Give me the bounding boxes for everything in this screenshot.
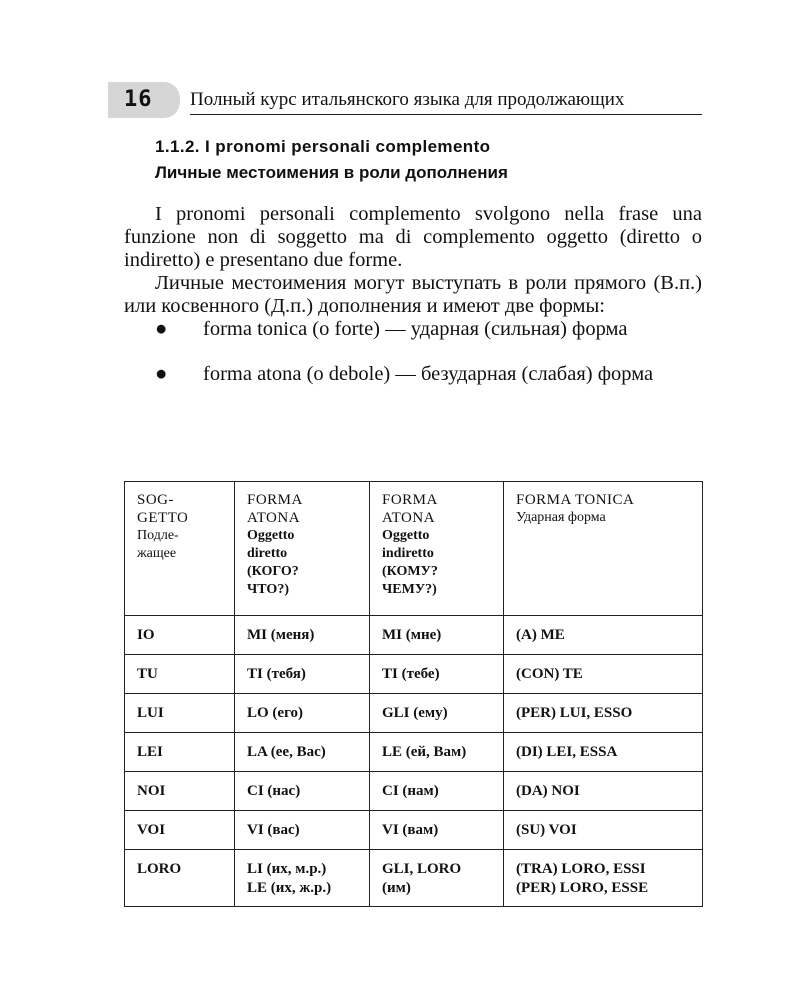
header-text: Oggetto	[382, 528, 430, 543]
table-row	[125, 616, 703, 655]
header-subject	[125, 482, 235, 616]
header-text: Ударная форма	[516, 510, 606, 525]
page-number: 16	[108, 82, 180, 118]
section-title-italian: 1.1.2. I pronomi personali complemento	[155, 137, 491, 156]
header-text: жащее	[137, 546, 177, 561]
bullet-text: forma tonica (o forte) — ударная (сильная) форма	[203, 318, 628, 340]
header-text: ATONA	[382, 510, 436, 526]
table-cell: VOI	[125, 811, 235, 850]
table-cell: LORO	[125, 850, 235, 907]
table-row	[125, 772, 703, 811]
table-cell: VI (вам)	[370, 811, 504, 850]
table-cell: CI (нас)	[235, 772, 370, 811]
table-cell: (PER) LUI, ESSO	[504, 694, 703, 733]
header-direct-object	[235, 482, 370, 616]
table-cell: CI (нам)	[370, 772, 504, 811]
header-text: (КОМУ?	[382, 564, 438, 579]
header-text: Подле-	[137, 528, 179, 543]
table-cell: TU	[125, 655, 235, 694]
body-text	[124, 203, 702, 386]
table-cell: (CON) TE	[504, 655, 703, 694]
bullet-icon: ●	[155, 363, 168, 385]
header-indirect-object	[370, 482, 504, 616]
cell-line: (TRA) LORO, ESSI	[516, 861, 646, 877]
table-cell: LA (ее, Вас)	[235, 733, 370, 772]
table-cell: NOI	[125, 772, 235, 811]
header-text: FORMA TONICA	[516, 492, 635, 508]
paragraph-italian: I pronomi personali complemento svolgono nella frase una funzione non di soggetto ma di complemento oggetto (diretto o indiretto) e presentano due forme.	[124, 203, 702, 271]
table-row	[125, 811, 703, 850]
section-title-russian: Личные местоимения в роли дополнения	[155, 163, 508, 182]
pronoun-table	[124, 481, 703, 907]
table-cell: (A) ME	[504, 616, 703, 655]
section-heading	[155, 134, 508, 186]
header-text: ATONA	[247, 510, 301, 526]
header-tonic-form	[504, 482, 703, 616]
cell-line: (им)	[382, 880, 411, 896]
header-text: GETTO	[137, 510, 189, 526]
table-row	[125, 850, 703, 907]
cell-line: LI (их, м.р.)	[247, 861, 327, 877]
table-cell	[370, 850, 504, 907]
table-cell: LUI	[125, 694, 235, 733]
table-cell: TI (тебя)	[235, 655, 370, 694]
table-cell: LE (ей, Вам)	[370, 733, 504, 772]
header-text: FORMA	[247, 492, 303, 508]
table-cell: LEI	[125, 733, 235, 772]
table-cell: (DI) LEI, ESSA	[504, 733, 703, 772]
header-text: FORMA	[382, 492, 438, 508]
header-text: ЧЕМУ?)	[382, 582, 437, 597]
table-cell	[235, 850, 370, 907]
bullet-item	[124, 363, 702, 386]
paragraph-russian: Личные местоимения могут выступать в роли прямого (В.п.) или косвенного (Д.п.) дополнения и имеют две формы:	[124, 272, 702, 317]
table-cell: VI (вас)	[235, 811, 370, 850]
table-cell: MI (мне)	[370, 616, 504, 655]
table-cell: (DA) NOI	[504, 772, 703, 811]
bullet-text: forma atona (o debole) — безударная (слабая) форма	[203, 363, 654, 385]
table-cell: LO (его)	[235, 694, 370, 733]
header-rule	[190, 114, 702, 115]
table-cell: IO	[125, 616, 235, 655]
header-text: indiretto	[382, 546, 434, 561]
header-text: ЧТО?)	[247, 582, 289, 597]
table-row	[125, 694, 703, 733]
running-title: Полный курс итальянского языка для продолжающих	[190, 89, 625, 110]
table-row	[125, 655, 703, 694]
table-cell: MI (меня)	[235, 616, 370, 655]
table-cell: GLI (ему)	[370, 694, 504, 733]
table-cell: (SU) VOI	[504, 811, 703, 850]
header-text: SOG-	[137, 492, 175, 508]
bullet-item	[124, 318, 702, 341]
cell-line: GLI, LORO	[382, 861, 462, 877]
table-header-row	[125, 482, 703, 616]
table-row	[125, 733, 703, 772]
table-cell	[504, 850, 703, 907]
header-text: diretto	[247, 546, 288, 561]
header-text: (КОГО?	[247, 564, 299, 579]
bullet-icon: ●	[155, 318, 168, 340]
cell-line: (PER) LORO, ESSE	[516, 880, 649, 896]
header-text: Oggetto	[247, 528, 295, 543]
cell-line: LE (их, ж.р.)	[247, 880, 332, 896]
table-cell: TI (тебе)	[370, 655, 504, 694]
